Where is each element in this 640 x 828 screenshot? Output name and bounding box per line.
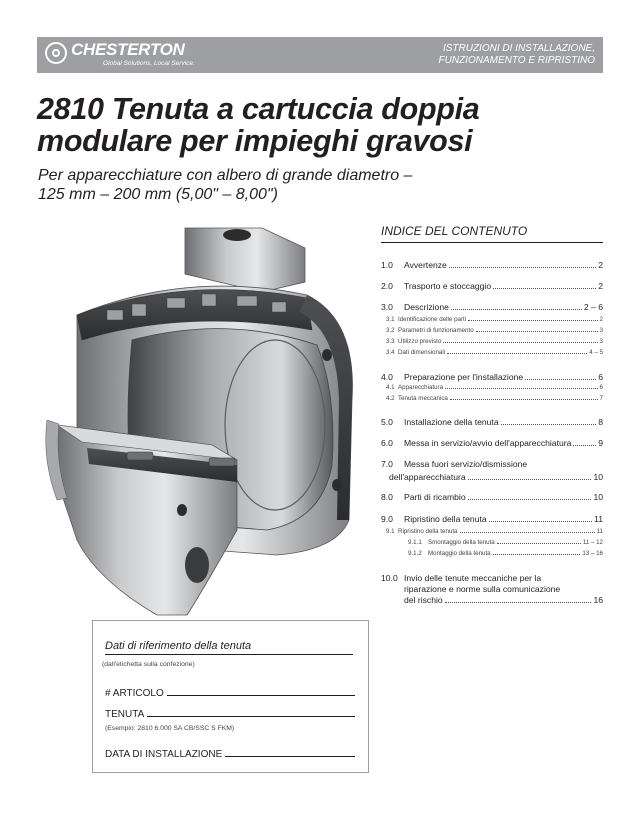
article-label: # ARTICOLO	[105, 688, 164, 699]
toc-entry-number: 4.0	[381, 372, 393, 382]
page-subtitle-line1: Per apparecchiature con albero di grande diametro –	[38, 167, 413, 184]
toc-entry-continuation[interactable]	[381, 472, 603, 482]
toc-leader-dots	[445, 388, 597, 389]
toc-entry-page: 2 – 6	[583, 302, 603, 312]
toc-entry-number: 3.2	[386, 327, 395, 334]
toc-leader-dots	[445, 602, 592, 603]
toc-entry-page: 3	[599, 327, 603, 334]
article-field[interactable]	[105, 686, 355, 699]
toc-entry[interactable]	[381, 349, 603, 356]
toc-leader-dots	[468, 479, 592, 480]
toc-entry[interactable]	[381, 316, 603, 323]
toc-entry[interactable]	[381, 492, 603, 502]
toc-entry[interactable]	[381, 417, 603, 427]
page-title-line2: modulare per impieghi gravosi	[37, 124, 473, 158]
install-date-label: DATA DI INSTALLAZIONE	[105, 749, 223, 760]
brand-name: CHESTERTON	[71, 40, 185, 59]
document-type	[439, 43, 596, 67]
toc-entry-number: 1.0	[381, 260, 393, 270]
toc-entry[interactable]	[381, 281, 603, 291]
toc-entry-number: 9.1.2	[408, 550, 422, 557]
toc-entry-label: riparazione e norme sulla comunicazione	[404, 584, 561, 594]
seal-example: (Esempio: 2810 6.000 SA CB/SSC S FKM)	[105, 725, 235, 732]
chesterton-globe-icon	[45, 42, 67, 64]
toc-leader-dots	[468, 320, 597, 321]
toc-entry-page: 11	[594, 514, 603, 524]
toc-entry[interactable]	[381, 327, 603, 334]
toc-entry-label: Smontaggio della tenuta	[428, 539, 495, 546]
seal-reference-form	[92, 620, 369, 773]
toc-entry-page: 11 – 12	[582, 539, 603, 546]
toc-entry-label: Installazione della tenuta	[404, 417, 499, 427]
toc-entry[interactable]	[381, 528, 603, 535]
toc-entry[interactable]	[381, 395, 603, 402]
toc-entry-page: 3	[599, 338, 603, 345]
toc-entry-number: 4.1	[386, 384, 395, 391]
toc-entry-page: 4 – 5	[589, 349, 603, 356]
toc-entry-number: 9.1.1	[408, 539, 422, 546]
toc-entry-label: Dati dimensionali	[398, 349, 446, 356]
form-title: Dati di riferimento della tenuta	[105, 640, 353, 655]
toc-leader-dots	[450, 399, 598, 400]
toc-entry-page: 7	[599, 395, 603, 402]
toc-entry-label: Messa fuori servizio/dismissione	[404, 459, 528, 469]
toc-entry-number: 8.0	[381, 492, 393, 502]
toc-entry-label: Apparecchiatura	[398, 384, 444, 391]
page-title	[37, 93, 617, 157]
toc-entry[interactable]	[381, 438, 603, 448]
toc-entry-label: Parti di ricambio	[404, 492, 466, 502]
toc-entry-page: 9	[598, 438, 603, 448]
toc-entry-page: 11	[596, 528, 603, 535]
toc-entry-number: 9.0	[381, 514, 393, 524]
toc-leader-dots	[497, 543, 581, 544]
toc-entry[interactable]	[381, 302, 603, 312]
toc-entry-label: Parametri di funzionamento	[398, 327, 474, 334]
toc-entry-page: 10	[593, 472, 603, 482]
toc-entry-page: 6	[599, 384, 603, 391]
toc-entry-label: Messa in servizio/avvio dell'apparecchiatura	[404, 438, 572, 448]
toc-entry-label: Ripristino della tenuta	[398, 528, 458, 535]
toc-entry-label: Trasporto e stoccaggio	[404, 281, 492, 291]
toc-entry-page: 8	[598, 417, 603, 427]
toc-entry[interactable]	[381, 260, 603, 270]
toc-heading: INDICE DEL CONTENUTO	[381, 224, 603, 243]
toc-entry-page: 10	[593, 492, 603, 502]
centering-clip-2	[209, 458, 235, 466]
seal-field[interactable]	[105, 707, 355, 720]
toc-entry[interactable]	[381, 573, 541, 583]
toc-entry-number: 3.4	[386, 349, 395, 356]
toc-entry-continuation[interactable]	[381, 595, 603, 605]
toc-entry-label: Preparazione per l'installazione	[404, 372, 524, 382]
toc-entry[interactable]	[381, 459, 527, 469]
seal-label: TENUTA	[105, 709, 145, 720]
toc-entry-label: del rischio	[404, 595, 443, 605]
brand-tagline: Global Solutions, Local Service.	[103, 60, 195, 67]
toc-entry[interactable]	[381, 338, 603, 345]
toc-leader-dots	[573, 445, 596, 446]
toc-entry-label: Ripristino della tenuta	[404, 514, 487, 524]
toc-leader-dots	[443, 342, 597, 343]
collar-hole	[185, 547, 209, 583]
toc-entry[interactable]	[381, 539, 603, 546]
toc-entry-label: Descrizione	[404, 302, 449, 312]
chesterton-logo	[45, 40, 225, 70]
seal-cutaway-illustration	[37, 220, 357, 620]
toc-entry-label: Avvertenze	[404, 260, 447, 270]
page-subtitle-line2: 125 mm – 200 mm (5,00" – 8,00")	[38, 186, 278, 203]
toc-entry-page: 6	[598, 372, 603, 382]
toc-entry[interactable]	[381, 384, 603, 391]
toc-entry-label: dell'apparecchiatura	[389, 472, 466, 482]
toc-entry-page: 2	[599, 316, 603, 323]
toc-entry-number: 3.1	[386, 316, 395, 323]
toc-leader-dots	[460, 532, 595, 533]
header-bar	[37, 37, 603, 73]
article-input-line[interactable]	[167, 686, 355, 696]
toc-leader-dots	[449, 267, 596, 268]
toc-leader-dots	[468, 499, 592, 500]
toc-leader-dots	[447, 353, 587, 354]
toc-entry-page: 13 – 16	[582, 550, 603, 557]
page-title-line1: 2810 Tenuta a cartuccia doppia	[37, 92, 480, 126]
toc-leader-dots	[489, 521, 592, 522]
centering-clip	[127, 452, 153, 460]
toc-entry-label: Utilizzo previsto	[398, 338, 442, 345]
toc-leader-dots	[476, 331, 598, 332]
toc-entry-label: Tenuta meccanica	[398, 395, 448, 402]
toc-leader-dots	[525, 379, 596, 380]
toc-entry-label: Montaggio della tenuta	[428, 550, 491, 557]
toc-entry[interactable]	[381, 372, 603, 382]
toc-leader-dots	[451, 309, 582, 310]
toc-leader-dots	[501, 424, 597, 425]
toc-entry-page: 16	[593, 595, 603, 605]
form-note: (dall'etichetta sulla confezione)	[102, 661, 195, 668]
toc-entry[interactable]	[381, 514, 603, 524]
toc-leader-dots	[493, 288, 596, 289]
toc-entry-number: 7.0	[381, 459, 393, 469]
document-type-line2: FUNZIONAMENTO E RIPRISTINO	[438, 55, 595, 66]
toc-entry-number: 5.0	[381, 417, 393, 427]
toc-entry-label: Invio delle tenute meccaniche per la	[404, 573, 542, 583]
install-date-field[interactable]	[105, 747, 355, 760]
toc-entry-page: 2	[598, 281, 603, 291]
port-hole	[223, 229, 251, 241]
toc-entry-continuation[interactable]	[381, 584, 603, 594]
toc-entry-label: Identificazione delle parti	[398, 316, 467, 323]
toc-entry-number: 2.0	[381, 281, 393, 291]
toc-entry-number: 9.1	[386, 528, 395, 535]
install-date-input-line[interactable]	[225, 747, 355, 757]
toc-entry-number: 3.3	[386, 338, 395, 345]
toc-entry[interactable]	[381, 550, 603, 557]
document-type-line1: ISTRUZIONI DI INSTALLAZIONE,	[442, 43, 595, 54]
toc-leader-dots	[493, 554, 581, 555]
page-subtitle	[38, 166, 538, 204]
toc-entry-page: 2	[598, 260, 603, 270]
toc-entry-number: 6.0	[381, 438, 393, 448]
toc-entry-number: 4.2	[386, 395, 395, 402]
toc-entry-number: 3.0	[381, 302, 393, 312]
toc-entry-number: 10.0	[381, 573, 398, 583]
seal-input-line[interactable]	[147, 707, 355, 717]
